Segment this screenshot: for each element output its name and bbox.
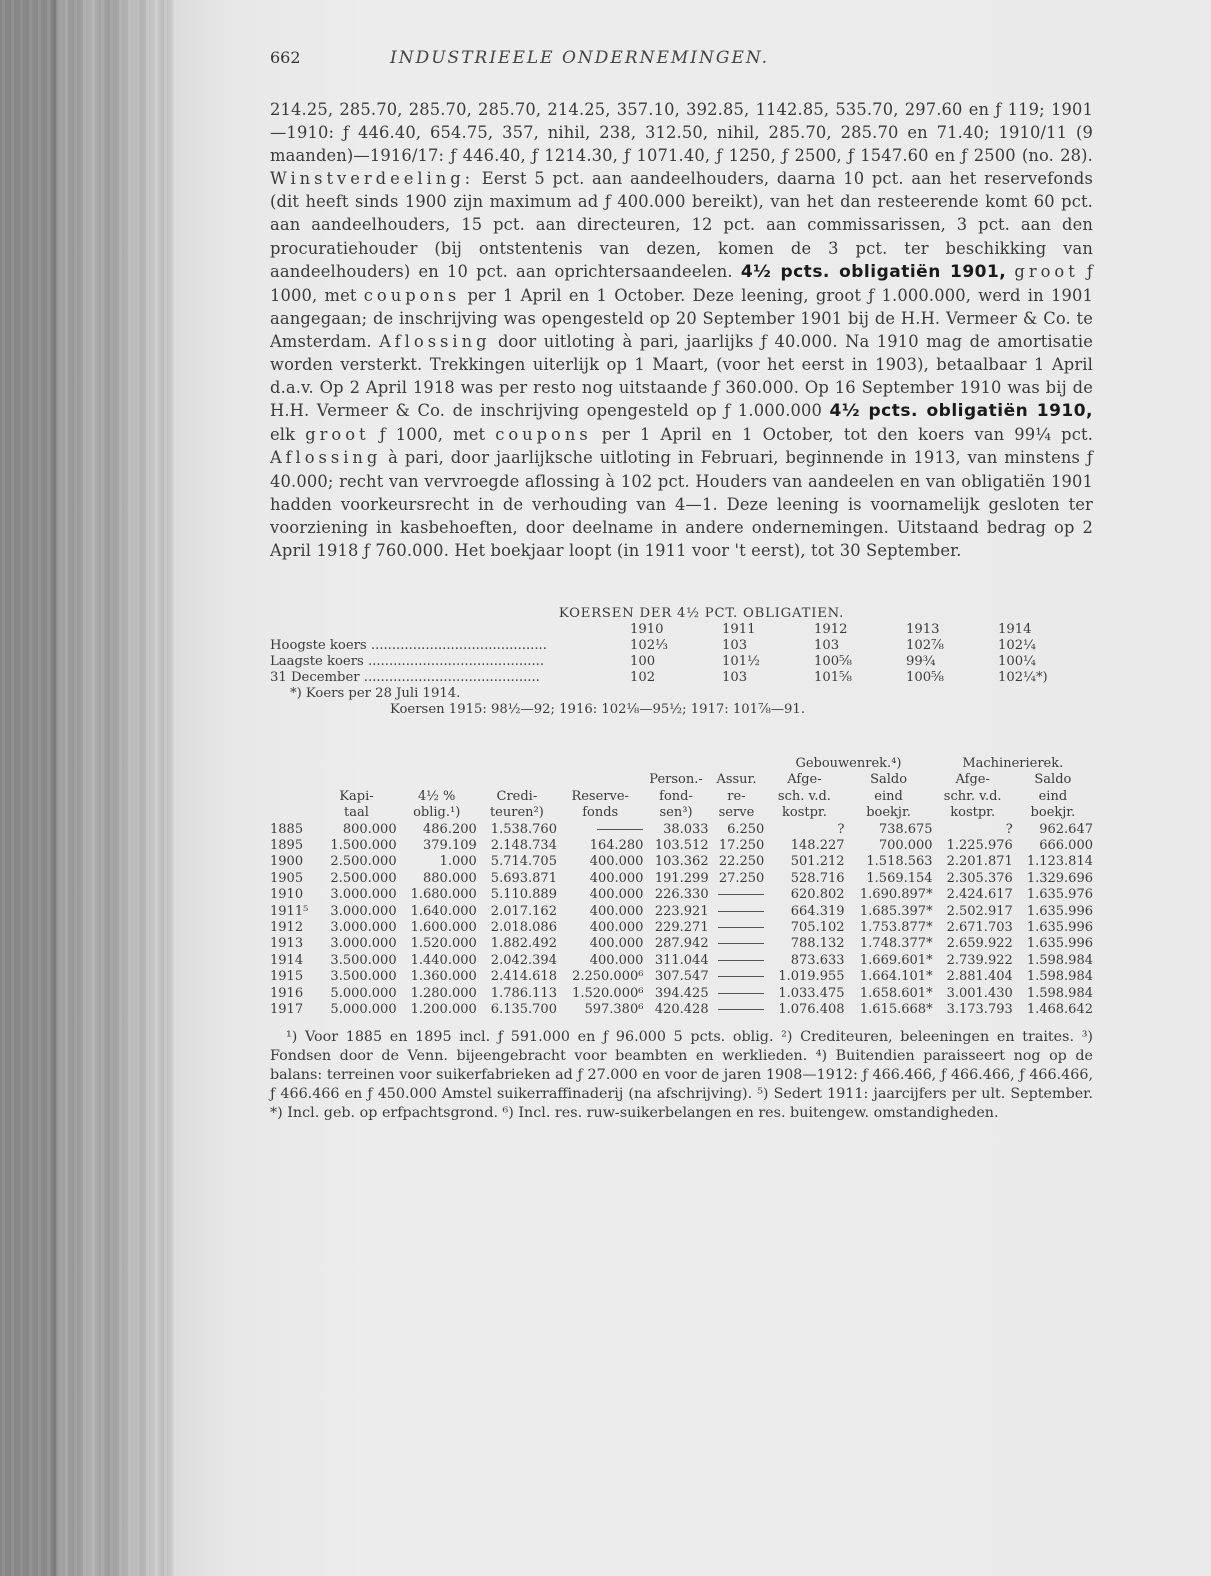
table-cell: 5.000.000 [330,985,397,1001]
table-cell: 223.921 [654,903,709,919]
row-year: 1917 [270,1001,304,1017]
table-cell: 2.500.000 [330,870,397,886]
table-cell: 1.468.642 [1026,1001,1093,1017]
table-row [270,871,1093,887]
dash-rule [718,993,764,994]
table-row [270,1002,1093,1018]
table-cell: 103.362 [654,854,709,870]
table-cell: 2.502.917 [946,903,1013,919]
table-cell: 1.520.000 [410,936,477,952]
table-cell: 400.000 [589,887,644,903]
table-cell: 1.329.696 [1026,870,1093,886]
table-cell: 1.598.984 [1026,952,1093,968]
running-title: INDUSTRIEELE ONDERNEMINGEN. [390,48,770,68]
row-year: 1900 [270,854,304,870]
table-cell: 1.640.000 [410,903,477,919]
dash-rule [718,927,764,928]
table-cell: 1.000 [439,854,477,870]
financial-header-row-2: Person.- Assur. Afge- Saldo Afge- Saldo [649,772,1072,788]
table-cell: 501.212 [790,854,845,870]
table-cell: 1.598.984 [1026,985,1093,1001]
table-cell: 705.102 [790,919,845,935]
table-cell: 1.669.601* [859,952,933,968]
table-cell: 3.500.000 [330,952,397,968]
table-cell: 3.500.000 [330,969,397,985]
table-cell: 22.250 [718,854,765,870]
table-cell: 5.110.889 [490,887,557,903]
koersen-row: Laagste koers .......................................... 100 101½ 100⅝ 99¾ 100¼ [270,653,1036,669]
table-cell: 1.538.760 [490,821,557,837]
table-cell: 400.000 [589,952,644,968]
row-year: 1885 [270,821,304,837]
table-cell: 1.518.563 [866,854,933,870]
table-cell: 226.330 [654,887,709,903]
dash-rule [718,960,764,961]
table-cell [709,936,765,952]
table-cell: 1.500.000 [330,837,397,853]
table-cell: 1.680.000 [410,887,477,903]
table-cell: 6.250 [727,821,765,837]
table-cell: 229.271 [654,919,709,935]
table-cell: ? [1005,821,1013,837]
table-cell: 2.500.000 [330,854,397,870]
table-cell: 400.000 [589,854,644,870]
table-cell [709,969,765,985]
table-cell: 2.414.618 [490,969,557,985]
table-cell: 597.380⁶ [584,1001,644,1017]
table-cell: 3.001.430 [946,985,1013,1001]
paragraph-dividends: 214.25, 285.70, 285.70, 285.70, 214.25, 357.10, 392.85, 1142.85, 535.70, 297.60 en ƒ 119; 1901—1910: ƒ 446.40, 654.75, 357, nihil, 238, 312.50, nihil, 285.70, 285.70 en 71.40; 1910/11 (9 maanden)—1916/17: ƒ 446.40, ƒ 1214.30, ƒ 1071.40, ƒ 1250, ƒ 2500, ƒ 1547.60 en ƒ 2500 (no. 28). Winstverdeeling: Eerst 5 pct. aan aandeelhouders, daarna 10 pct. aan het reservefonds (dit heeft sinds 1900 zijn maximum ad ƒ 400.000 bereikt), van het dan resteerende komt 60 pct. aan aandeelhouders, 15 pct. aan directeuren, 12 pct. aan commissarissen, 3 pct. aan den procuratiehouder (bij ontstentenis van dezen, komen de 3 pct. ter beschikking van aandeelhouders) en 10 pct. aan oprichtersaandeelen. 4½ pcts. obligatiën 1901, groot ƒ 1000, met coupons per 1 April en 1 October. Deze leening, groot ƒ 1.000.000, werd in 1901 aangegaan; de inschrijving was opengesteld op 20 September 1901 bij de H.H. Vermeer & Co. te Amsterdam. Aflossing door uitloting à pari, jaarlijks ƒ 40.000. Na 1910 mag de amortisatie worden versterkt. Trekkingen uiterlijk op 1 Maart, (voor het eerst in 1903), betaalbaar 1 April d.a.v. Op 2 April 1918 was per resto nog uitstaande ƒ 360.000. Op 16 September 1910 was bij de H.H. Vermeer & Co. de inschrijving opengesteld op ƒ 1.000.000 4½ pcts. obligatiën 1910, elk groot ƒ 1000, met coupons per 1 April en 1 October, tot den koers van 99¼ pct. Aflossing à pari, door jaarlijksche uitloting in Februari, beginnende in 1913, van minstens ƒ 40.000; recht van vervroegde aflossing à 102 pct. Houders van aandeelen en van obligatiën 1901 hadden voorkeursrecht in de verhouding van 4—1. Deze leening is voornamelijk gesloten ter voorziening in kasbehoeften, door deelname in andere ondernemingen. Uitstaand bedrag op 2 April 1918 ƒ 760.000. Het boekjaar loopt (in 1911 voor 't eerst), tot 30 September. [270,100,1094,560]
dash-rule [718,943,764,944]
table-row [270,854,1093,870]
table-cell [709,887,765,903]
row-year: 1915 [270,969,304,985]
koersen-footnote: *) Koers per 28 Juli 1914. [290,685,461,701]
koersen-header-row: 1910 1911 1912 1913 1914 [630,621,1032,637]
table-cell: 620.802 [790,887,845,903]
table-row [270,936,1093,952]
table-cell: 1.664.101* [859,969,933,985]
table-cell: 164.280 [589,837,644,853]
table-cell: 1.753.877* [859,919,933,935]
row-year: 1895 [270,837,304,853]
table-cell: 103.512 [654,837,709,853]
table-cell: 1.882.492 [490,936,557,952]
table-cell [557,822,643,838]
table-cell: 1.200.000 [410,1001,477,1017]
footnotes-text: ¹) Voor 1885 en 1895 incl. ƒ 591.000 en ƒ 96.000 5 pcts. oblig. ²) Crediteuren, beleeningen en traites. ³) Fondsen door de Venn. bijeengebracht voor beambten en werklieden. ⁴) Buitendien paraisseert nog op de balans: terreinen voor suikerfabrieken ad ƒ 27.000 en voor de jaren 1908—1912: ƒ 466.466, ƒ 466.466, ƒ 466.466, ƒ 466.466 en ƒ 450.000 Amstel suikerraffinaderij (na afschrijving). ⁵) Sedert 1911: jaarcijfers per ult. September. *) Incl. geb. op erfpachtsgrond. ⁶) Incl. res. ruw-suikerbelangen en res. buitengew. omstandigheden. [270,1029,1093,1122]
dash-rule [718,894,764,895]
gebouwen-group-label: Gebouwenrek.⁴) [795,755,902,771]
table-row [270,887,1093,903]
table-cell: 1.635.976 [1026,887,1093,903]
table-row [270,838,1093,854]
table-cell: 1.600.000 [410,919,477,935]
book-page [175,0,1211,1576]
koersen-table [270,606,1093,718]
financial-header-row-3: Kapi- 4½ % Credi- Reserve- fond- re- sch. v.d. eind schr. v.d. eind [339,788,1068,804]
table-cell: 5.000.000 [330,1001,397,1017]
table-cell: 664.319 [790,903,845,919]
koersen-later-years: Koersen 1915: 98½—92; 1916: 102⅛—95½; 1917: 101⅞—91. [390,701,806,717]
winstverdeeling-label: Winstverdeeling: [270,169,475,189]
table-cell: 2.671.703 [946,919,1013,935]
table-cell [709,986,765,1002]
table-cell: 3.000.000 [330,936,397,952]
financial-group-header [270,756,1093,772]
table-cell: 1.615.668* [859,1001,933,1017]
table-cell: 873.633 [790,952,845,968]
table-cell: 394.425 [654,985,709,1001]
page-content [270,48,1093,1123]
table-cell: 700.000 [878,837,933,853]
table-cell: 2.017.162 [490,903,557,919]
table-cell: 6.135.700 [490,1001,557,1017]
table-cell: 1.569.154 [866,870,933,886]
row-year: 1914 [270,952,304,968]
table-cell: 2.305.376 [946,870,1013,886]
table-cell: 788.132 [790,936,845,952]
table-cell: 1.598.984 [1026,969,1093,985]
dash-rule [718,911,764,912]
table-cell: 1.076.408 [778,1001,845,1017]
table-cell: 2.042.394 [490,952,557,968]
row-year: 1910 [270,887,304,903]
table-cell: 2.148.734 [490,837,557,853]
row-year: 1916 [270,985,304,1001]
table-cell: 666.000 [1039,837,1093,853]
financial-header-row-4: taal oblig.¹) teuren²) fonds sen³) serve kostpr. boekjr. kostpr. boekjr. [344,805,1076,821]
table-cell: 3.173.793 [946,1001,1013,1017]
table-cell: 486.200 [423,821,477,837]
table-cell [709,953,765,969]
table-cell: 38.033 [663,821,709,837]
table-cell: 1.635.996 [1026,903,1093,919]
table-cell: 400.000 [589,903,644,919]
table-cell: 5.693.871 [490,870,557,886]
table-cell: 738.675 [878,821,933,837]
table-cell: 379.109 [423,837,477,853]
table-cell: 3.000.000 [330,903,397,919]
table-cell: 1.019.955 [778,969,845,985]
table-cell: 2.424.617 [946,887,1013,903]
page-number: 662 [270,48,301,67]
row-year: 1905 [270,870,304,886]
koersen-row: Hoogste koers .......................................... 102⅓ 103 103 102⅞ 102¼ [270,637,1036,653]
table-row [270,920,1093,936]
table-row [270,953,1093,969]
table-cell: 1.658.601* [859,985,933,1001]
table-cell: 191.299 [654,870,709,886]
table-cell [709,904,765,920]
table-cell: 3.000.000 [330,919,397,935]
obligaties-1901-heading: 4½ pcts. obligatiën 1901, [740,261,1007,282]
book-binding [0,0,175,1576]
row-year: 1912 [270,919,304,935]
dash-rule [718,1009,764,1010]
row-year: 1913 [270,936,304,952]
table-cell: 528.716 [790,870,845,886]
table-cell: 17.250 [718,837,765,853]
table-cell: 800.000 [342,821,397,837]
table-cell: 1.685.397* [859,903,933,919]
table-row [270,969,1093,985]
body-text [270,98,1093,562]
table-cell: 3.000.000 [330,887,397,903]
table-cell: 1.123.814 [1026,854,1093,870]
table-cell: 1.635.996 [1026,919,1093,935]
koersen-title: KOERSEN DER 4½ PCT. OBLIGATIEN. [558,605,845,621]
table-cell: 311.044 [654,952,709,968]
running-head [270,48,1093,78]
row-year: 1911⁵ [270,903,309,919]
table-cell: 1.225.976 [946,837,1013,853]
table-cell: 2.881.404 [946,969,1013,985]
dash-rule [597,829,643,830]
table-cell: 5.714.705 [490,854,557,870]
table-cell: 1.280.000 [410,985,477,1001]
table-cell: 2.659.922 [946,936,1013,952]
table-cell: 400.000 [589,936,644,952]
dash-rule [718,976,764,977]
table-cell: 2.201.871 [946,854,1013,870]
table-cell: 1.635.996 [1026,936,1093,952]
table-cell: 287.942 [654,936,709,952]
table-cell: 2.739.922 [946,952,1013,968]
table-cell: 1.748.377* [859,936,933,952]
table-cell: 148.227 [790,837,845,853]
koersen-row: 31 December .......................................... 102 103 101⅝ 100⅝ 102¼*) [270,669,1048,685]
table-cell: 307.547 [654,969,709,985]
financial-table-body [270,822,1093,1019]
table-row [270,986,1093,1002]
table-cell: 400.000 [589,870,644,886]
table-cell: 27.250 [718,870,765,886]
machinerie-group-label: Machinerierek. [962,755,1064,771]
table-cell: 420.428 [654,1001,709,1017]
table-cell [709,920,765,936]
table-cell: 1.033.475 [778,985,845,1001]
footnotes [270,1028,1093,1123]
table-cell: 2.250.000⁶ [572,969,644,985]
obligaties-1910-heading: 4½ pcts. obligatiën 1910, [829,401,1094,422]
table-cell: 1.360.000 [410,969,477,985]
table-row [270,904,1093,920]
table-cell [709,1002,765,1018]
financial-table [270,756,1093,1019]
table-cell: 2.018.086 [490,919,557,935]
table-cell: 1.690.897* [859,887,933,903]
table-cell: ? [837,821,845,837]
table-cell: 1.786.113 [490,985,557,1001]
table-row [270,822,1093,838]
table-cell: 1.440.000 [410,952,477,968]
table-cell: 1.520.000⁶ [572,985,644,1001]
table-cell: 962.647 [1039,821,1093,837]
table-cell: 880.000 [423,870,477,886]
table-cell: 400.000 [589,919,644,935]
